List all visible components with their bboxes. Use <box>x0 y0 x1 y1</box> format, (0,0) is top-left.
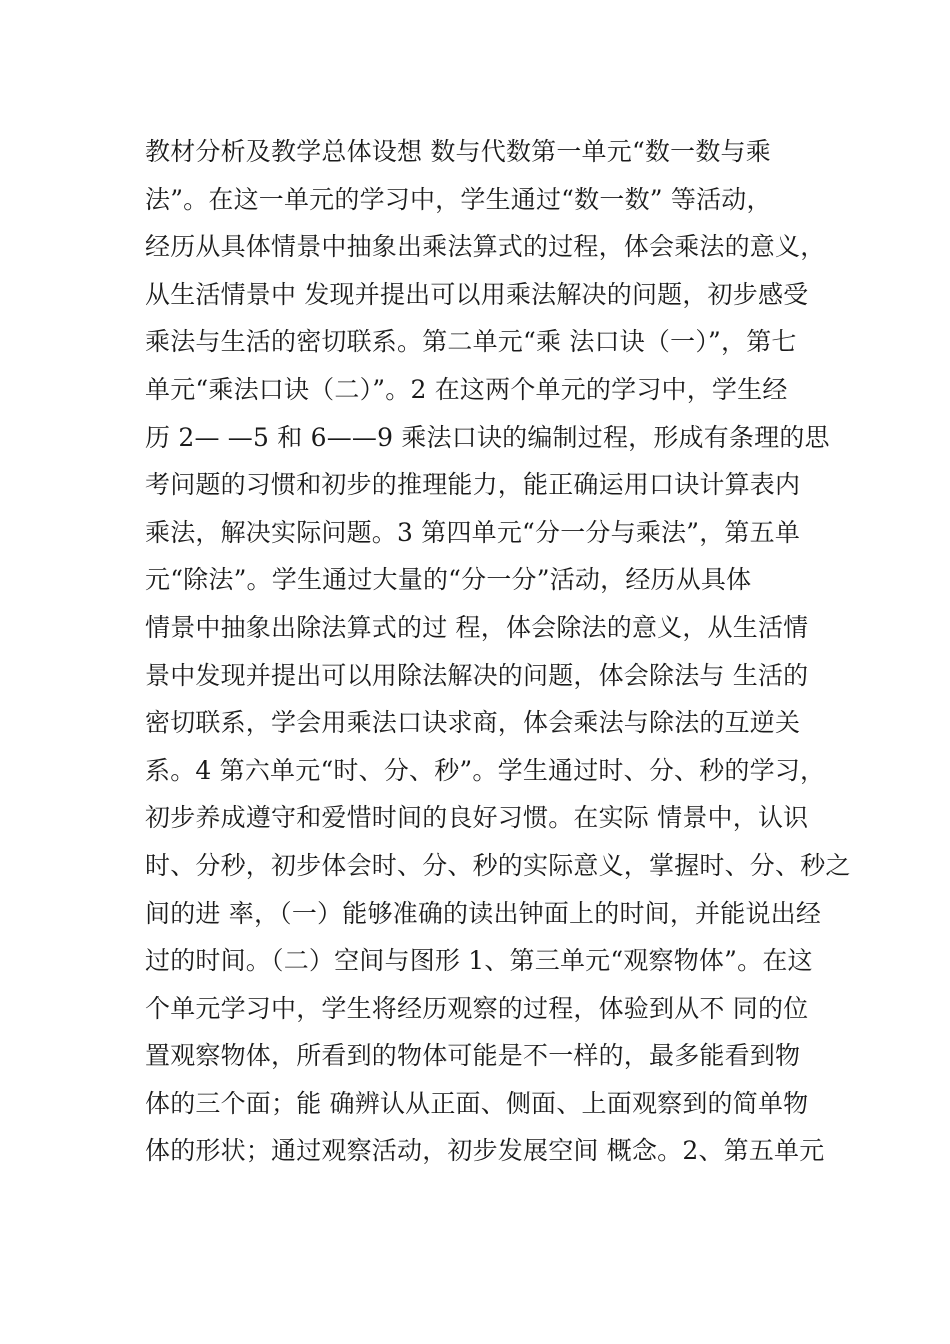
text-line: 初步养成遵守和爱惜时间的良好习惯。在实际 情景中，认识 <box>145 803 809 833</box>
text-line: 历 2— —5 和 6——9 乘法口诀的编制过程，形成有条理的思 <box>145 422 830 452</box>
text-line: 考问题的习惯和初步的推理能力，能正确运用口诀计算表内 <box>145 470 801 500</box>
text-line: 元“除法”。学生通过大量的“分一分”活动，经历从具体 <box>145 565 752 595</box>
text-line: 密切联系，学会用乘法口诀求商，体会乘法与除法的互逆关 <box>145 708 801 738</box>
text-line: 间的进 率，（一）能够准确的读出钟面上的时间，并能说出经 <box>145 898 822 928</box>
text-line: 个单元学习中，学生将经历观察的过程，体验到从不 同的位 <box>145 993 809 1023</box>
text-line: 置观察物体，所看到的物体可能是不一样的，最多能看到物 <box>145 1041 801 1071</box>
text-line: 系。4 第六单元“时、分、秒”。学生通过时、分、秒的学习， <box>145 755 826 785</box>
text-line: 时、分秒，初步体会时、分、秒的实际意义，掌握时、分、秒之 <box>145 850 851 880</box>
text-line: 体的三个面；能 确辨认从正面、侧面、上面观察到的简单物 <box>145 1088 809 1118</box>
text-line: 乘法与生活的密切联系。第二单元“乘 法口诀（一）”，第七 <box>145 327 797 357</box>
text-line: 经历从具体情景中抽象出乘法算式的过程，体会乘法的意义， <box>145 232 826 262</box>
text-line: 教材分析及教学总体设想 数与代数第一单元“数一数与乘 <box>145 137 771 166</box>
text-line: 景中发现并提出可以用除法解决的问题，体会除法与 生活的 <box>145 660 809 690</box>
text-line: 乘法，解决实际问题。3 第四单元“分一分与乘法”，第五单 <box>145 517 801 547</box>
text-line: 法”。在这一单元的学习中，学生通过“数一数” 等活动， <box>145 184 772 214</box>
body-text <box>145 128 851 1175</box>
text-line: 从生活情景中 发现并提出可以用乘法解决的问题，初步感受 <box>145 279 809 309</box>
text-line: 情景中抽象出除法算式的过 程，体会除法的意义，从生活情 <box>145 612 809 642</box>
text-line: 过的时间。（二）空间与图形 1、第三单元“观察物体”。在这 <box>145 946 813 976</box>
text-line: 单元“乘法口诀（二）”。2 在这两个单元的学习中，学生经 <box>145 374 788 404</box>
text-line: 体的形状；通过观察活动，初步发展空间 概念。2、第五单元 <box>145 1136 825 1166</box>
